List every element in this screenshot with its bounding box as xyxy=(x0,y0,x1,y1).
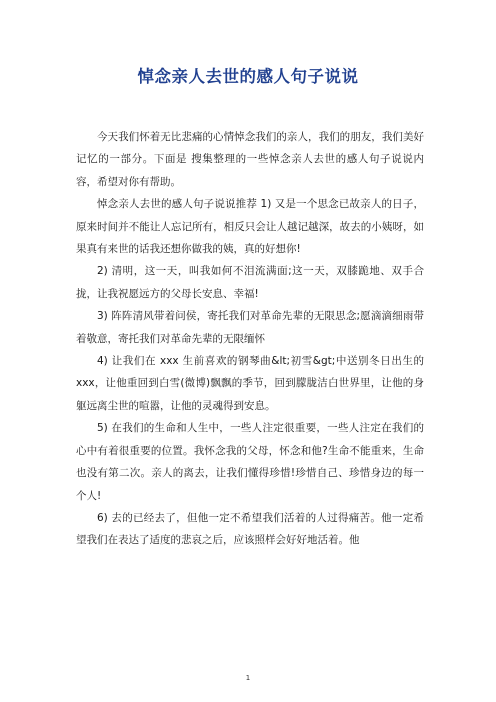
paragraph-intro: 今天我们怀着无比悲痛的心情悼念我们的亲人，我们的朋友，我们美好记忆的一部分。下面是 搜集整理的一些悼念亲人去世的感人句子说说内容，希望对你有帮助。 xyxy=(76,131,424,188)
article-body xyxy=(76,126,424,552)
page-title: 悼念亲人去世的感人句子说说 xyxy=(137,67,359,86)
paragraph-4: 4) 让我们在 xxx 生前喜欢的钢琴曲&lt;初雪&gt;中送别冬日出生的 xxx，让他重回到白雪(微博)飘飘的季节，回到朦胧洁白世界里，让他的身躯远离尘世的喧嚣，让他的灵魂得到安息。 xyxy=(76,355,424,412)
paragraph-5: 5) 在我们的生命和人生中，一些人注定很重要，一些人注定在我们的心中有着很重要的位置。我怀念我的父母，怀念和他?生命不能重来，生命也没有第二次。亲人的离去，让我们懂得珍惜!珍惜自己、珍惜身边的每一个人! xyxy=(76,422,424,502)
paragraph-3: 3) 阵阵清风带着问侯，寄托我们对革命先辈的无限思念;愿滴滴细雨带着敬意，寄托我们对革命先辈的无限缅怀 xyxy=(76,310,424,345)
paragraph-6: 6) 去的已经去了，但他一定不希望我们活着的人过得痛苦。他一定希望我们在表达了适度的悲哀之后，应该照样会好好地活着。他 xyxy=(76,511,424,547)
page-number: 1 xyxy=(245,674,251,682)
paragraph-2: 2) 清明，这一天，叫我如何不泪流满面;这一天，双膝跪地、双手合拢，让我祝愿远方的父母长安息、幸福! xyxy=(76,265,424,300)
paragraph-1: 悼念亲人去世的感人句子说说推荐 1) 又是一个思念已故亲人的日子，原来时间并不能让人忘记所有，相反只会让人越记越深，故去的小姨呀，如果真有来世的话我还想你做我的姨，真的好想你! xyxy=(76,198,424,256)
